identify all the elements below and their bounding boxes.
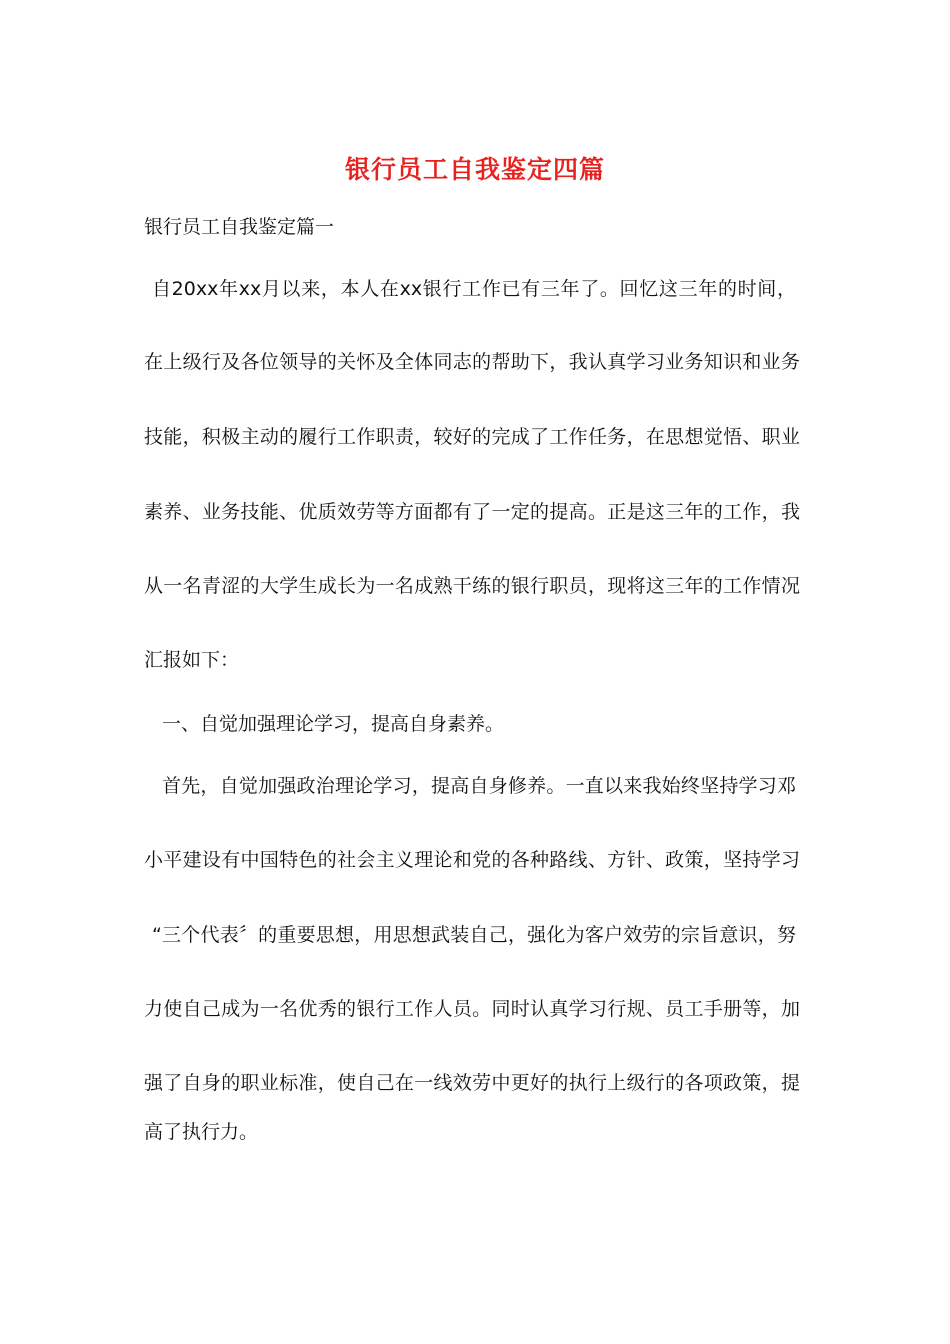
section-heading: 银行员工自我鉴定篇一 bbox=[144, 216, 335, 238]
paragraph-line: 技能，积极主动的履行工作职责，较好的完成了工作任务，在思想觉悟、职业 bbox=[144, 426, 800, 448]
paragraph-line: 汇报如下： bbox=[144, 649, 240, 671]
paragraph-line: 自20xx年xx月以来，本人在xx银行工作已有三年了。回忆这三年的时间， bbox=[152, 278, 796, 300]
paragraph-line: “三个代表〞的重要思想，用思想武装自己，强化为客户效劳的宗旨意识，努 bbox=[152, 924, 796, 946]
paragraph-line: 素养、业务技能、优质效劳等方面都有了一定的提高。正是这三年的工作，我 bbox=[144, 501, 800, 523]
paragraph-line: 在上级行及各位领导的关怀及全体同志的帮助下，我认真学习业务知识和业务 bbox=[144, 351, 800, 373]
point-heading: 一、自觉加强理论学习，提高自身素养。 bbox=[162, 713, 505, 735]
document-title: 银行员工自我鉴定四篇 bbox=[344, 155, 605, 184]
paragraph-line: 强了自身的职业标准，使自己在一线效劳中更好的执行上级行的各项政策，提 bbox=[144, 1072, 800, 1094]
paragraph-line: 从一名青涩的大学生成长为一名成熟干练的银行职员，现将这三年的工作情况 bbox=[144, 575, 800, 597]
paragraph-line: 小平建设有中国特色的社会主义理论和党的各种路线、方针、政策，坚持学习 bbox=[144, 849, 800, 871]
paragraph-line: 首先，自觉加强政治理论学习，提高自身修养。一直以来我始终坚持学习邓 bbox=[162, 775, 796, 797]
paragraph-line: 力使自己成为一名优秀的银行工作人员。同时认真学习行规、员工手册等，加 bbox=[144, 998, 800, 1020]
paragraph-line: 高了执行力。 bbox=[144, 1121, 259, 1143]
